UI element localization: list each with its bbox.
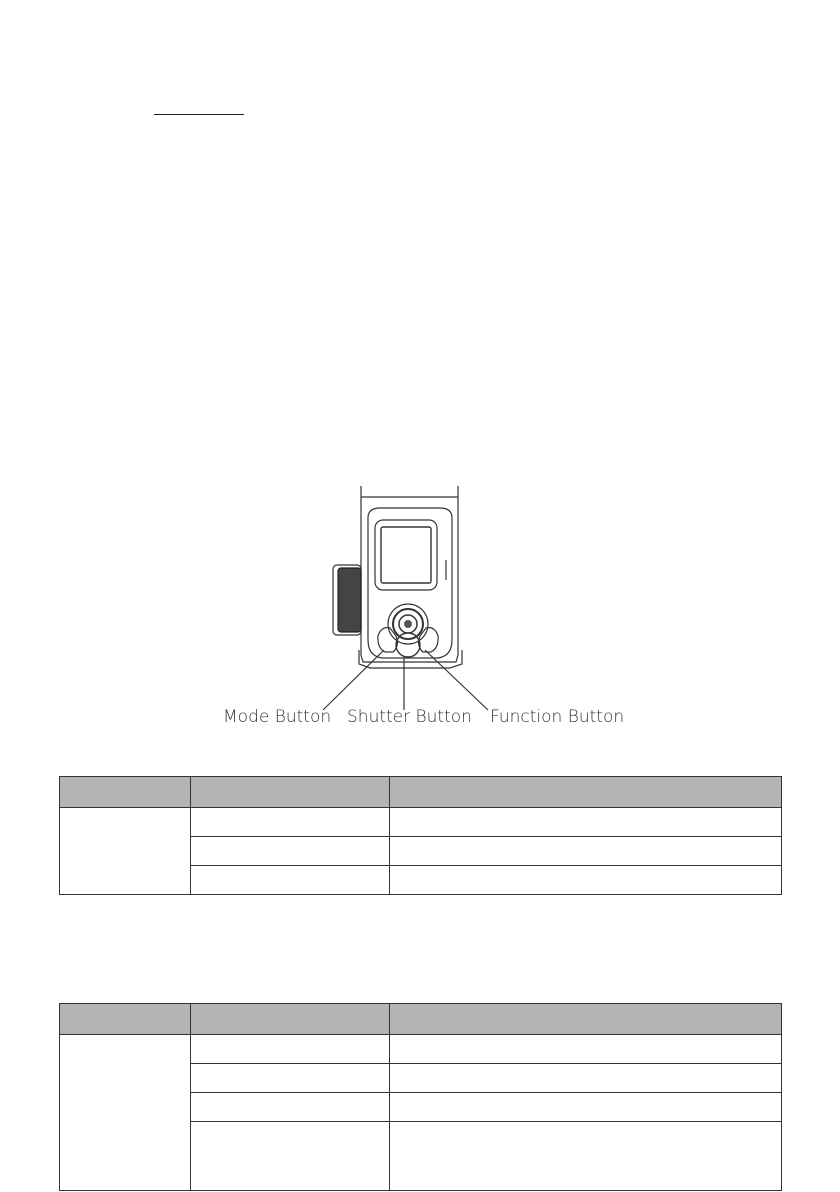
mode-button-label: Mode Button [223, 707, 332, 727]
table-cell [191, 837, 390, 866]
table-cell [390, 808, 782, 837]
table-cell [191, 866, 390, 895]
spec-table-1 [59, 776, 782, 895]
table-cell [390, 1093, 782, 1122]
display-frame [375, 520, 437, 590]
display-screen [381, 527, 431, 583]
mode-leader-line [323, 650, 384, 710]
table-cell [390, 866, 782, 895]
table-cell [191, 1122, 390, 1191]
header-cell [390, 1004, 782, 1035]
header-cell [60, 777, 191, 808]
group-cell [60, 1035, 191, 1191]
joystick-center [404, 620, 412, 628]
header-cell [191, 777, 390, 808]
table-row [60, 1035, 782, 1064]
table-cell [191, 1093, 390, 1122]
table-cell [390, 837, 782, 866]
shutter-button-label: Shutter Button [347, 707, 472, 727]
table-cell [390, 1035, 782, 1064]
spec-table-2 [59, 1003, 782, 1191]
table-cell [191, 1035, 390, 1064]
control-wheel-knurl [338, 568, 361, 632]
table-row [60, 808, 782, 837]
header-cell [60, 1004, 191, 1035]
table-header-row [60, 1004, 782, 1035]
shutter-button-shape [396, 633, 420, 657]
header-cell [390, 777, 782, 808]
table-cell [390, 1064, 782, 1093]
table-cell [191, 1064, 390, 1093]
table-header-row [60, 777, 782, 808]
table-cell [191, 808, 390, 837]
header-cell [191, 1004, 390, 1035]
table-cell [390, 1122, 782, 1191]
group-cell [60, 808, 191, 895]
function-button-label: Function Button [490, 707, 625, 727]
